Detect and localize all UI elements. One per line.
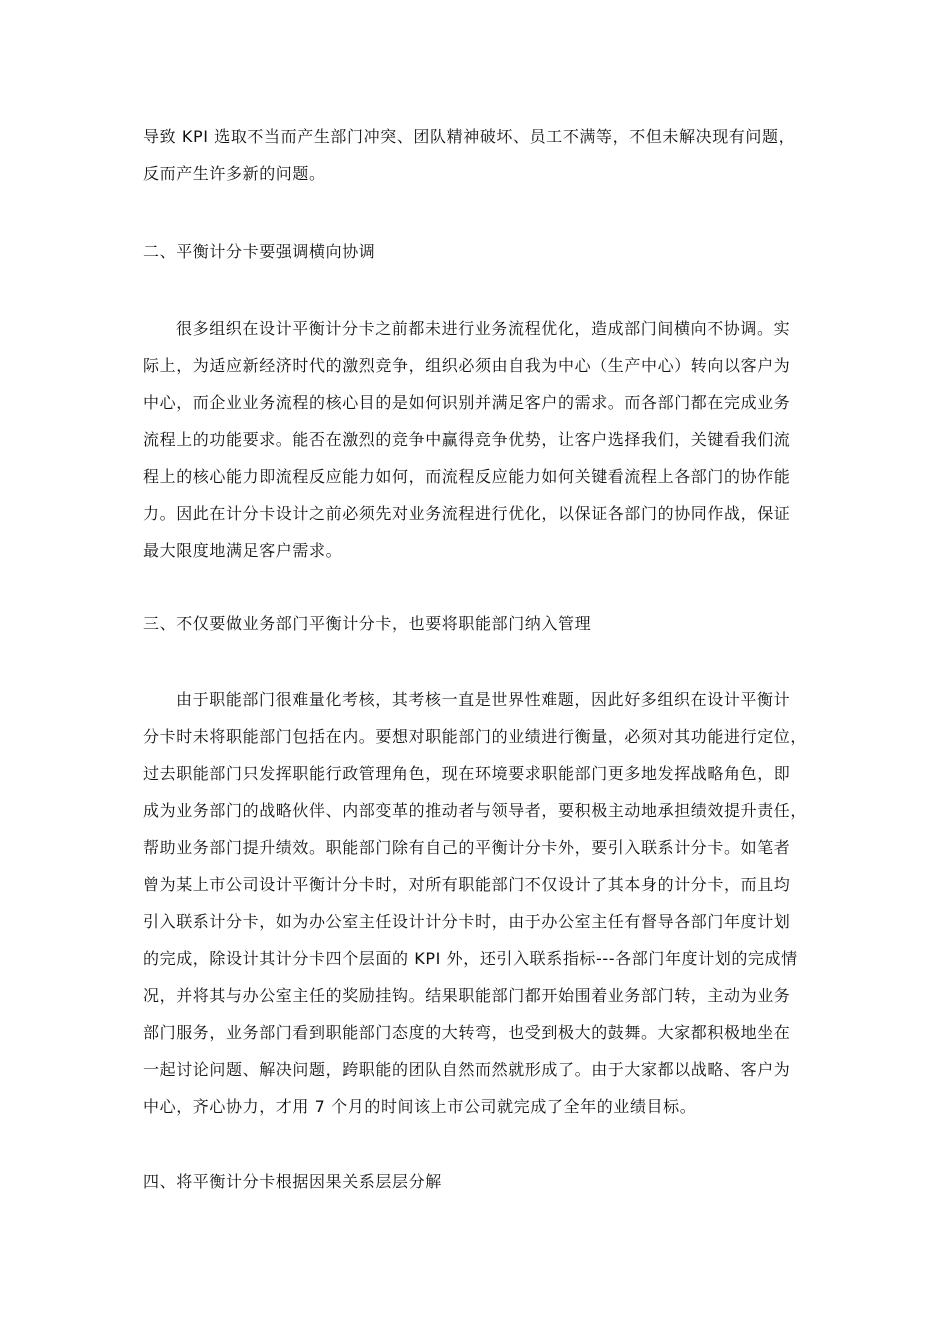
section-3-line-12: 中心，齐心协力，才用 7 个月的时间该上市公司就完成了全年的业绩目标。 <box>143 1097 697 1116</box>
section-3-line-1: 由于职能部门很难量化考核，其考核一直是世界性难题，因此好多组织在设计平衡计 <box>176 690 791 709</box>
section-2-line-3: 中心，而企业业务流程的核心目的是如何识别并满足客户的需求。而各部门都在完成业务 <box>143 393 791 412</box>
section-2-paragraph <box>143 310 809 569</box>
section-3-line-5: 帮助业务部门提升绩效。职能部门除有自己的平衡计分卡外，要引入联系计分卡。如笔者 <box>143 838 791 857</box>
intro-paragraph <box>143 118 809 192</box>
section-3-line-11: 一起讨论问题、解决问题，跨职能的团队自然而然就形成了。由于大家都以战略、客户为 <box>143 1060 791 1079</box>
section-2-line-7: 最大限度地满足客户需求。 <box>143 541 343 560</box>
section-3-line-7: 引入联系计分卡，如为办公室主任设计计分卡时，由于办公室主任有督导各部门年度计划 <box>143 912 791 931</box>
section-2-line-2: 际上，为适应新经济时代的激烈竞争，组织必须由自我为中心（生产中心）转向以客户为 <box>143 356 791 375</box>
section-3-paragraph <box>143 681 809 1125</box>
section-2-line-5: 程上的核心能力即流程反应能力如何，而流程反应能力如何关键看流程上各部门的协作能 <box>143 467 791 486</box>
section-3-line-3: 过去职能部门只发挥职能行政管理角色，现在环境要求职能部门更多地发挥战略角色，即 <box>143 764 791 783</box>
intro-line-2: 反而产生许多新的问题。 <box>143 164 326 183</box>
section-2-line-6: 力。因此在计分卡设计之前必须先对业务流程进行优化，以保证各部门的协同作战，保证 <box>143 504 791 523</box>
section-3-line-2: 分卡时未将职能部门包括在内。要想对职能部门的业绩进行衡量，必须对其功能进行定位， <box>143 727 808 746</box>
section-3-line-10: 部门服务，业务部门看到职能部门态度的大转弯，也受到极大的鼓舞。大家都积极地坐在 <box>143 1023 791 1042</box>
section-3-line-8: 的完成，除设计其计分卡四个层面的 KPI 外，还引入联系指标---各部门年度计划的完成情 <box>143 949 798 968</box>
section-3-line-4: 成为业务部门的战略伙伴、内部变革的推动者与领导者，要积极主动地承担绩效提升责任， <box>143 801 808 820</box>
section-3-line-6: 曾为某上市公司设计平衡计分卡时，对所有职能部门不仅设计了其本身的计分卡，而且均 <box>143 875 791 894</box>
intro-line-1: 导致 KPI 选取不当而产生部门冲突、团队精神破坏、员工不满等，不但未解决现有问题， <box>143 127 796 146</box>
section-3-heading: 三、不仅要做业务部门平衡计分卡，也要将职能部门纳入管理 <box>143 614 592 633</box>
section-3-line-9: 况，并将其与办公室主任的奖励挂钩。结果职能部门都开始围着业务部门转，主动为业务 <box>143 986 791 1005</box>
section-2-line-1: 很多组织在设计平衡计分卡之前都未进行业务流程优化，造成部门间横向不协调。实 <box>176 319 791 338</box>
section-2-heading: 二、平衡计分卡要强调横向协调 <box>143 242 376 261</box>
section-4-heading: 四、将平衡计分卡根据因果关系层层分解 <box>143 1172 442 1191</box>
section-2-line-4: 流程上的功能要求。能否在激烈的竞争中赢得竞争优势，让客户选择我们，关键看我们流 <box>143 430 791 449</box>
